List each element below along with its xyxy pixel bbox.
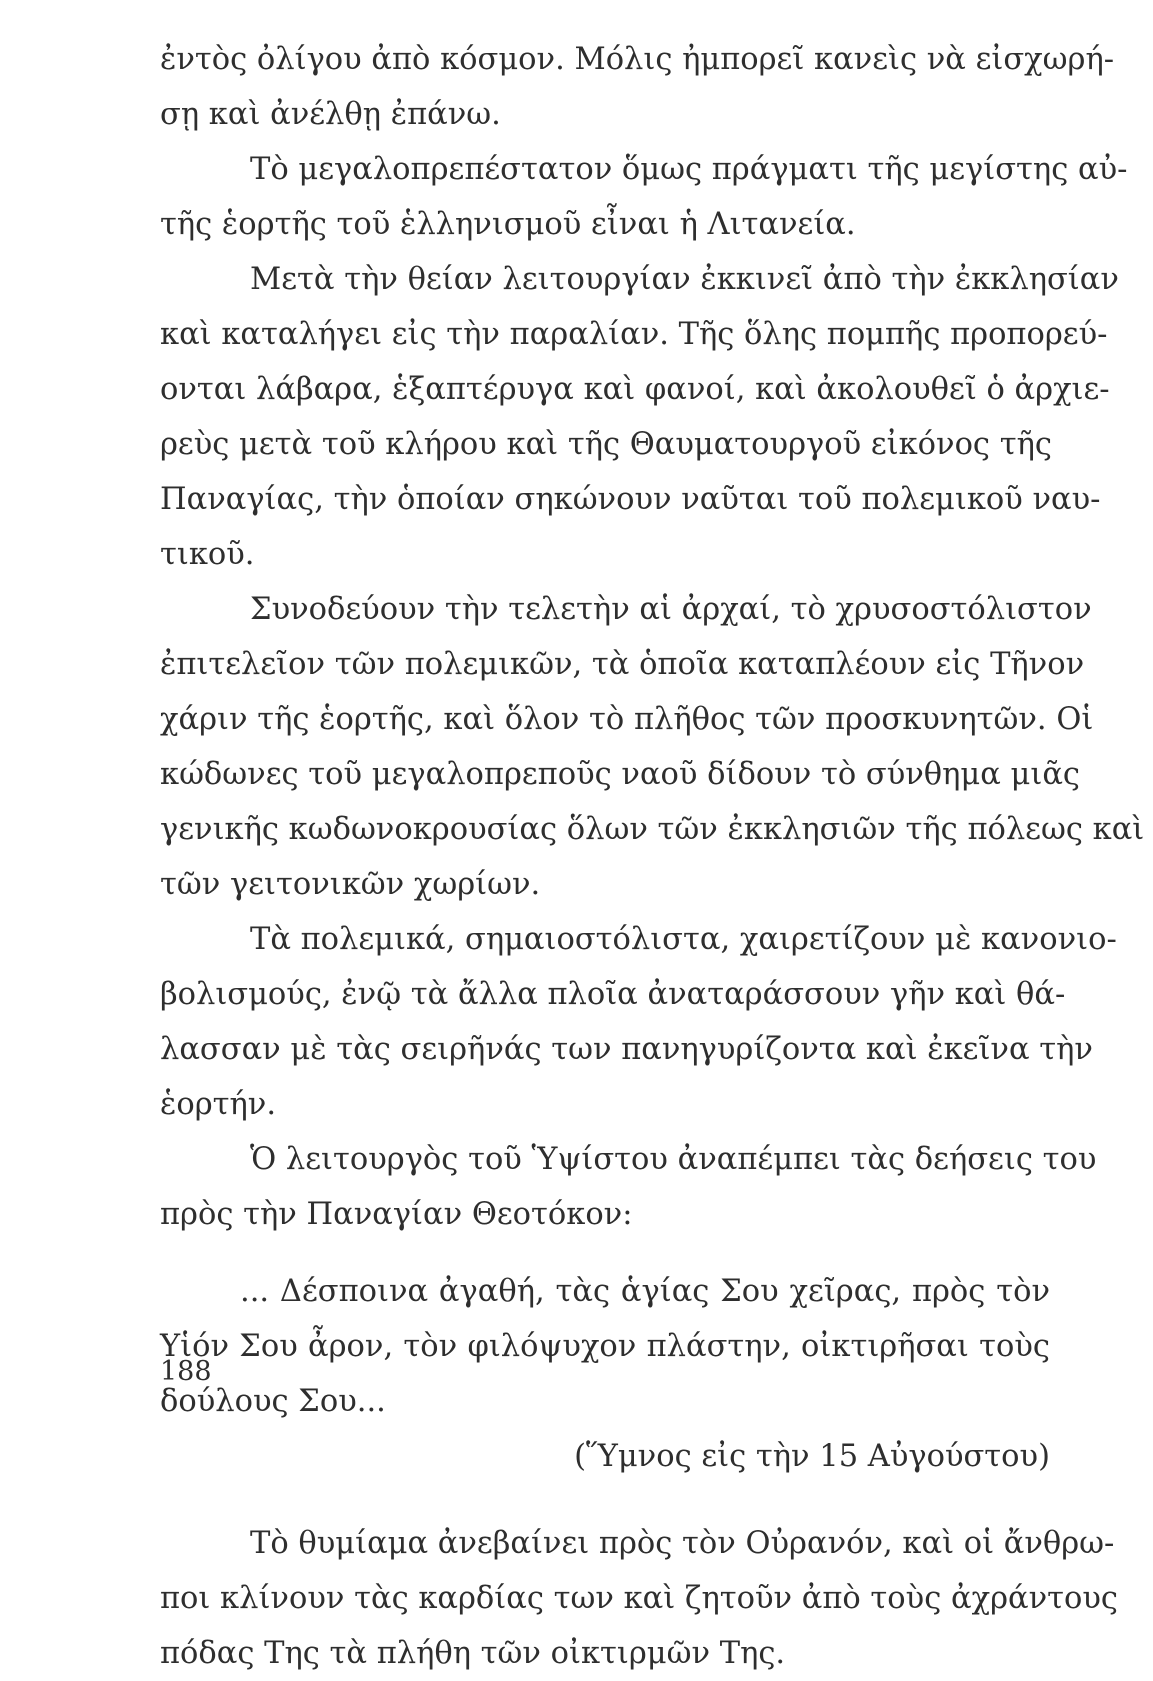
text-line: Τὸ μεγαλοπρεπέστατον ὅμως πράγματι τῆς μεγίστης αὐ- (250, 152, 1128, 187)
paragraph-litany-intro (160, 142, 1128, 252)
text-line: ἐντὸς ὀλίγου ἀπὸ κόσμον. Μόλις ἠμπορεῖ κανεὶς νὰ εἰσχωρή- (160, 42, 1115, 77)
text-line: Τὰ πολεμικά, σημαιοστόλιστα, χαιρετίζουν μὲ κανονιο- (250, 922, 1117, 957)
text-line: Τὸ θυμίαμα ἀνεβαίνει πρὸς τὸν Οὐρανόν, καὶ οἱ ἄνθρω- (250, 1526, 1115, 1561)
text-line: σῃ καὶ ἀνέλθῃ ἐπάνω. (160, 97, 501, 132)
text-line: πρὸς τὴν Παναγίαν Θεοτόκον: (160, 1197, 633, 1232)
text-line: τικοῦ. (160, 537, 255, 572)
attribution-line: (Ὕμνος εἰς τὴν 15 Αὐγούστου) (574, 1439, 1050, 1474)
text-line: ἑορτήν. (160, 1087, 277, 1122)
text-line: Συνοδεύουν τὴν τελετὴν αἱ ἀρχαί, τὸ χρυσοστόλιστον (250, 592, 1092, 627)
text-line: ἐπιτελεῖον τῶν πολεμικῶν, τὰ ὁποῖα καταπλέουν εἰς Τῆνον (160, 647, 1085, 682)
paragraph-warships (160, 912, 1117, 1132)
text-line: ονται λάβαρα, ἑξαπτέρυγα καὶ φανοί, καὶ ἀκολουθεῖ ὁ ἀρχιε- (160, 372, 1110, 407)
text-line: Ὁ λειτουργὸς τοῦ Ὑψίστου ἀναπέμπει τὰς δεήσεις του (250, 1142, 1097, 1177)
paragraph-incense (160, 1516, 1118, 1681)
text-line: Υἱόν Σου ἆρον, τὸν φιλόψυχον πλάστην, οἰκτιρῆσαι τοὺς (160, 1329, 1050, 1364)
text-line: βολισμούς, ἐνῷ τὰ ἄλλα πλοῖα ἀναταράσσουν γῆν καὶ θά- (160, 977, 1066, 1012)
paragraph-celebrant (160, 1132, 1097, 1242)
text-line: ποι κλίνουν τὰς καρδίας των καὶ ζητοῦν ἀπὸ τοὺς ἀχράντους (160, 1581, 1118, 1616)
spacer (160, 1484, 1050, 1516)
text-line: ... Δέσποινα ἀγαθή, τὰς ἁγίας Σου χεῖρας, πρὸς τὸν (240, 1274, 1050, 1309)
text-line: γενικῆς κωδωνοκρουσίας ὅλων τῶν ἐκκλησιῶν τῆς πόλεως καὶ (160, 812, 1145, 847)
paragraph-authorities (160, 582, 1145, 912)
hymn-attribution (160, 1429, 1050, 1484)
text-line: καὶ καταλήγει εἰς τὴν παραλίαν. Τῆς ὅλης πομπῆς προπορεύ- (160, 317, 1108, 352)
text-line: τῶν γειτονικῶν χωρίων. (160, 867, 541, 902)
text-line: Μετὰ τὴν θείαν λειτουργίαν ἐκκινεῖ ἀπὸ τὴν ἐκκλησίαν (250, 262, 1119, 297)
text-line: δούλους Σου... (160, 1384, 386, 1419)
text-line: τῆς ἑορτῆς τοῦ ἑλληνισμοῦ εἶναι ἡ Λιτανεία. (160, 207, 856, 242)
spacer (160, 1242, 1050, 1264)
text-line: κώδωνες τοῦ μεγαλοπρεποῦς ναοῦ δίδουν τὸ σύνθημα μιᾶς (160, 757, 1081, 792)
hymn-quotation (160, 1264, 1050, 1429)
text-line: ρεὺς μετὰ τοῦ κλήρου καὶ τῆς Θαυματουργοῦ εἰκόνος τῆς (160, 427, 1052, 462)
text-line: λασσαν μὲ τὰς σειρῆνάς των πανηγυρίζοντα καὶ ἐκεῖνα τὴν (160, 1032, 1093, 1067)
paragraph-procession (160, 252, 1119, 582)
text-line: πόδας Της τὰ πλήθη τῶν οἰκτιρμῶν Της. (160, 1636, 786, 1671)
page-body (160, 32, 1145, 1681)
paragraph-continuation (160, 32, 1115, 142)
text-line: χάριν τῆς ἑορτῆς, καὶ ὅλον τὸ πλῆθος τῶν προσκυνητῶν. Οἱ (160, 702, 1094, 737)
page-number: 188 (160, 1356, 212, 1387)
text-line: Παναγίας, τὴν ὁποίαν σηκώνουν ναῦται τοῦ πολεμικοῦ ναυ- (160, 482, 1101, 517)
